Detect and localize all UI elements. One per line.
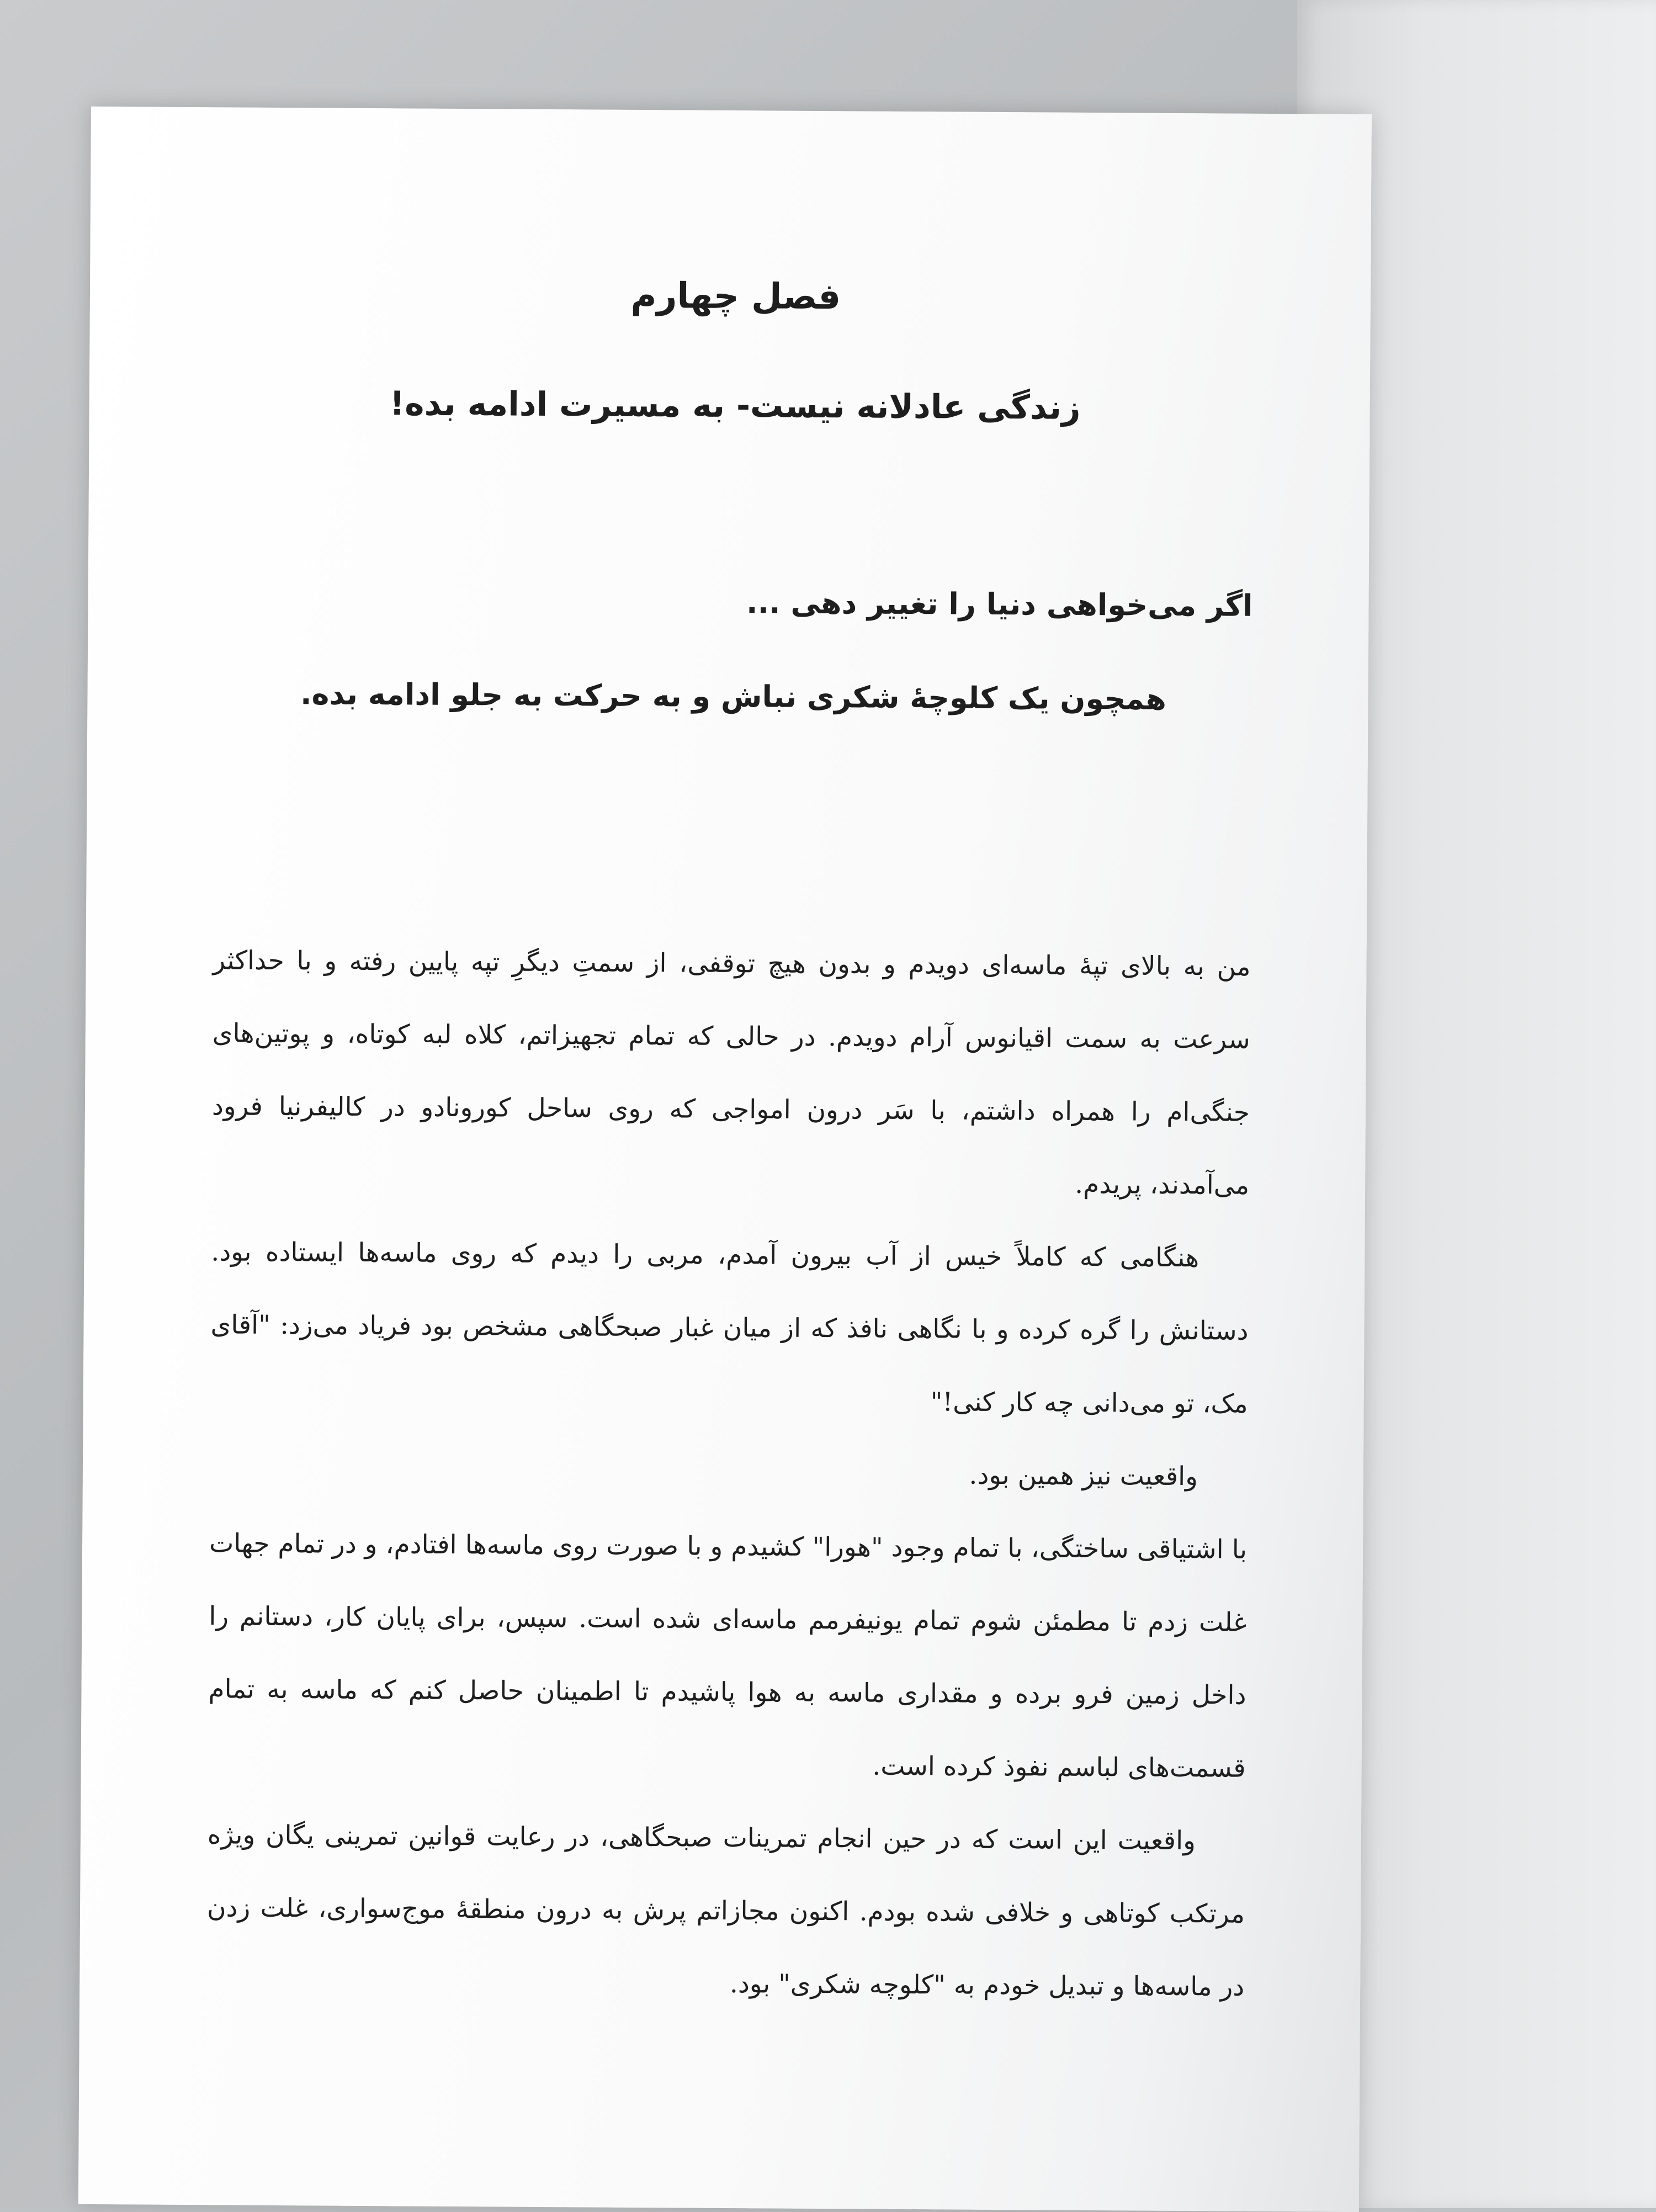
epigraph-line-1: اگر می‌خواهی دنیا را تغییر دهی ...: [746, 585, 1253, 623]
chapter-number: فصل چهارم: [630, 275, 841, 318]
paragraph: هنگامی که کاملاً خیس از آب بیرون آمدم، مربی را دیدم که روی ماسه‌ها ایستاده بود. دستانش را گره کرده و با نگاهی نافذ که از میان غبار صبحگاهی مشخص بود فریاد می‌زد: "آقای مک، تو می‌دانی چه کار کنی!": [210, 1237, 1249, 1419]
paragraph: با اشتیاقی ساختگی، با تمام وجود "هورا" کشیدم و با صورت روی ماسه‌ها افتادم، و در تمام جهات غلت زدم تا مطمئن شوم تمام یونیفرمم ماسه‌ای شده است. سپس، برای پایان کار، دستانم را داخل زمین فرو برده و مقداری ماسه به هوا پاشیدم تا اطمینان حاصل کنم که ماسه به تمام قسمت‌های لباسم نفوذ کرده است.: [208, 1528, 1248, 1784]
epigraph-line-2: همچون یک کلوچهٔ شکری نباش و به حرکت به جلو ادامه بده.: [300, 676, 1167, 717]
body-text: [206, 924, 1251, 2023]
paragraph: من به بالای تپهٔ ماسه‌ای دویدم و بدون هیچ توقفی، از سمتِ دیگرِ تپه پایین رفته و با حداکثر سرعت به سمت اقیانوس آرام دویدم. در حالی که تمام تجهیزاتم، کلاه لبه کوتاه، و پوتین‌های جنگی‌ام را همراه داشتم، با سَر درون امواجی که روی ساحل کورونادو در کالیفرنیا فرود می‌آمدند، پریدم.: [211, 945, 1251, 1201]
paragraph: واقعیت نیز همین بود.: [969, 1460, 1198, 1492]
book-page: [78, 107, 1372, 2212]
chapter-title: زندگی عادلانه نیست- به مسیرت ادامه بده!: [389, 384, 1081, 427]
paragraph: واقعیت این است که در حین انجام تمرینات صبحگاهی، در رعایت قوانین تمرینی یگان ویژه مرتکب کوتاهی و خلافی شده بودم. اکنون مجازاتم پرش به درون منطقهٔ موج‌سواری، غلت زدن در ماسه‌ها و تبدیل خودم به "کلوچه شکری" بود.: [206, 1820, 1245, 2002]
